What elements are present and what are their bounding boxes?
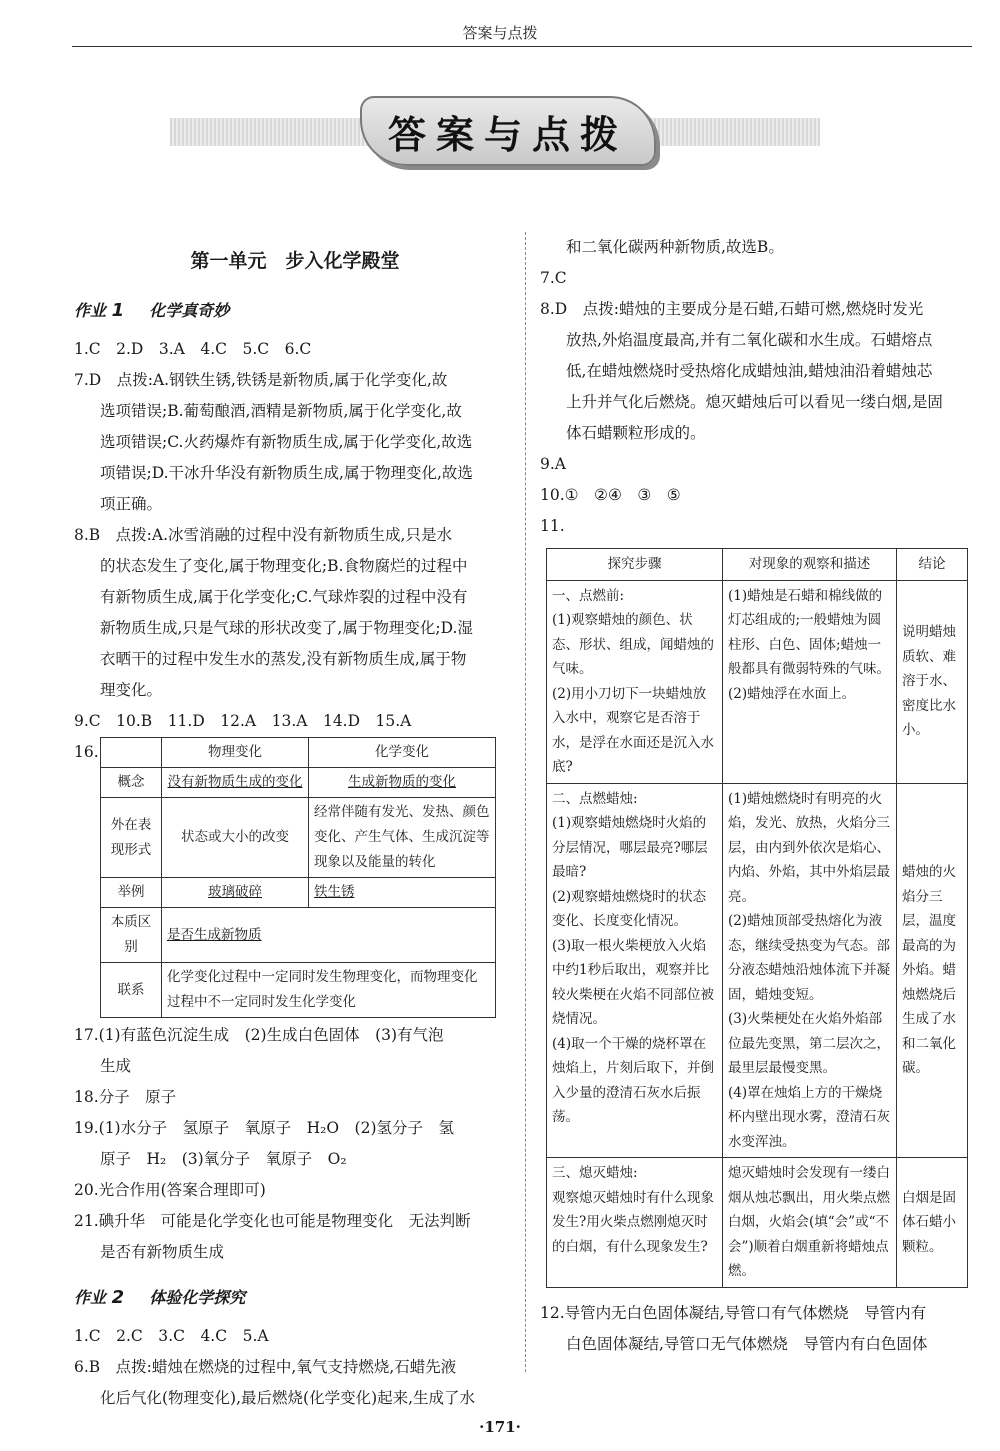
answer-line: 化后气化(物理变化),最后燃烧(化学变化)起来,生成了水: [100, 1389, 476, 1407]
answer-line: 8.D 点拨:蜡烛的主要成分是石蜡,石蜡可燃,燃烧时发光: [540, 300, 924, 318]
answer-line: 9.C 10.B 11.D 12.A 13.A 14.D 15.A: [74, 712, 412, 730]
answer-line: 7.C: [540, 269, 567, 287]
table-row: 一、点燃前: (1)观察蜡烛的颜色、状态、形状、组成，闻蜡烛的气味。 (2)用小刀切下一块蜡烛放入水中，观察它是否溶于水，是浮在水面还是沉入水底? (1)蜡烛是石蜡和棉线做的灯芯组成的;一般蜡烛为圆柱形、白色、固体;蜡烛一般都具有微弱特殊的气味。 (2)蜡烛浮在水面上。 说明蜡烛质软、难溶于水、密度比水小。: [547, 580, 968, 783]
page-number: ·171·: [479, 1418, 521, 1436]
answer-line: 20.光合作用(答案合理即可): [74, 1181, 266, 1199]
answer-line: 18.分子 原子: [74, 1088, 177, 1106]
answer-line: 选项错误;C.火药爆炸有新物质生成,属于化学变化,故选: [100, 433, 473, 451]
table-header-row: 物理变化 化学变化: [101, 738, 496, 768]
table-row: 举例 玻璃破碎 铁生锈: [101, 878, 496, 908]
answer-line: 10.① ②④ ③ ⑤: [540, 486, 681, 504]
table-row: 三、熄灭蜡烛: 观察熄灭蜡烛时有什么现象发生?用火柴点燃刚熄灭时的白烟，有什么现象发生? 熄灭蜡烛时会发现有一缕白烟从烛芯飘出，用火柴点燃白烟，火焰会(填“会”或“不会”)顺着白烟重新将蜡烛点燃。 白烟是固体石蜡小颗粒。: [547, 1158, 968, 1288]
running-head: 答案与点拨: [462, 24, 538, 42]
homework-1-title: 作业 1 化学真奇妙: [74, 300, 230, 321]
unit-title: 第一单元 步入化学殿堂: [190, 250, 400, 272]
answer-line: 理变化。: [100, 681, 163, 699]
answer-line: 项正确。: [100, 495, 163, 513]
table-header-row: 探究步骤 对现象的观察和描述 结论: [547, 549, 968, 581]
answer-line: 11.: [540, 517, 565, 535]
banner-box: [360, 96, 656, 166]
answer-line: 1.C 2.C 3.C 4.C 5.A: [74, 1327, 269, 1345]
table-row: 概念 没有新物质生成的变化 生成新物质的变化: [101, 768, 496, 798]
homework-number: 1: [111, 300, 125, 321]
homework-2-title: 作业 2 体验化学探究: [74, 1287, 246, 1308]
table-row: 二、点燃蜡烛: (1)观察蜡烛燃烧时火焰的分层情况，哪层最亮?哪层最暗? (2)观察蜡烛燃烧时的状态变化、长度变化情况。 (3)取一根火柴梗放入火焰中约1秒后取出，观察并比较火柴梗在火焰不同部位被烧情况。 (4)取一个干燥的烧杯罩在烛焰上，片刻后取下，并倒入少量的澄清石灰水后振荡。 (1)蜡烛燃烧时有明亮的火焰，发光、放热，火焰分三层，由内到外依次是焰心、内焰、外焰，其中外焰层最亮。 (2)蜡烛顶部受热熔化为液态，继续受热变为气态。部分液态蜡烛沿烛体流下并凝固，蜡烛变短。 (3)火柴梗处在火焰外焰部位最先变黑，第二层次之，最里层最慢变黑。 (4)罩在烛焰上方的干燥烧杯内壁出现水雾，澄清石灰水变浑浊。 蜡烛的火焰分三层，温度最高的为外焰。蜡烛燃烧后生成了水和二氧化碳。: [547, 783, 968, 1158]
answer-line: 和二氧化碳两种新物质,故选B。: [566, 238, 784, 256]
question-16: [74, 737, 516, 1018]
answer-line: 12.导管内无白色固体凝结,导管口有气体燃烧 导管内有: [540, 1303, 927, 1322]
answer-line: 19.(1)水分子 氢原子 氧原子 H₂O (2)氢分子 氢: [74, 1119, 455, 1137]
comparison-table: [100, 737, 496, 1018]
answer-line: 上升并气化后燃烧。熄灭蜡烛后可以看见一缕白烟,是固: [566, 393, 943, 411]
answer-line: 项错误;D.干冰升华没有新物质生成,属于物理变化,故选: [100, 464, 473, 482]
column-divider: [525, 232, 526, 1372]
table-row: 联系 化学变化过程中一定同时发生物理变化，而物理变化过程中不一定同时发生化学变化: [101, 963, 496, 1018]
left-column: [74, 238, 516, 1414]
answer-line: 放热,外焰温度最高,并有二氧化碳和水生成。石蜡熔点: [566, 331, 933, 349]
question-16-label: 16.: [74, 743, 99, 761]
answer-line: 选项错误;B.葡萄酿酒,酒精是新物质,属于化学变化,故: [100, 402, 462, 420]
answer-line: 体石蜡颗粒形成的。: [566, 424, 706, 442]
answer-line: 7.D 点拨:A.钢铁生锈,铁锈是新物质,属于化学变化,故: [74, 371, 448, 389]
answer-line: 原子 H₂ (3)氧分子 氧原子 O₂: [100, 1150, 347, 1168]
table-row: 外在表现形式 状态或大小的改变 经常伴随有发光、发热、颜色变化、产生气体、生成沉淀等现象以及能量的转化: [101, 798, 496, 878]
answer-line: 17.(1)有蓝色沉淀生成 (2)生成白色固体 (3)有气泡: [74, 1026, 444, 1044]
answer-line: 的状态发生了变化,属于物理变化;B.食物腐烂的过程中: [100, 557, 468, 575]
answer-line: 低,在蜡烛燃烧时受热熔化成蜡烛油,蜡烛油沿着蜡烛芯: [566, 362, 933, 380]
right-column: [540, 232, 980, 1360]
answer-line: 新物质生成,只是气球的形状改变了,属于物理变化;D.湿: [100, 619, 473, 637]
answer-line: 衣晒干的过程中发生水的蒸发,没有新物质生成,属于物: [100, 650, 467, 668]
answer-line: 生成: [100, 1057, 132, 1075]
answer-line: 8.B 点拨:A.冰雪消融的过程中没有新物质生成,只是水: [74, 526, 452, 544]
answer-line: 白色固体凝结,导管口无气体燃烧 导管内有白色固体: [566, 1334, 928, 1353]
answer-line: 1.C 2.D 3.A 4.C 5.C 6.C: [74, 340, 312, 358]
answer-line: 21.碘升华 可能是化学变化也可能是物理变化 无法判断: [74, 1212, 471, 1230]
answer-line: 9.A: [540, 455, 566, 473]
experiment-table: [546, 548, 968, 1288]
table-row: 本质区别 是否生成新物质: [101, 908, 496, 963]
banner-title: 答案与点拨: [387, 112, 628, 157]
header-rule: [72, 46, 972, 47]
answer-line: 6.B 点拨:蜡烛在燃烧的过程中,氧气支持燃烧,石蜡先液: [74, 1358, 457, 1376]
section-banner: [170, 96, 820, 168]
answer-line: 是否有新物质生成: [100, 1243, 225, 1261]
homework-number: 2: [111, 1287, 125, 1308]
answer-line: 有新物质生成,属于化学变化;C.气球炸裂的过程中没有: [100, 588, 468, 606]
